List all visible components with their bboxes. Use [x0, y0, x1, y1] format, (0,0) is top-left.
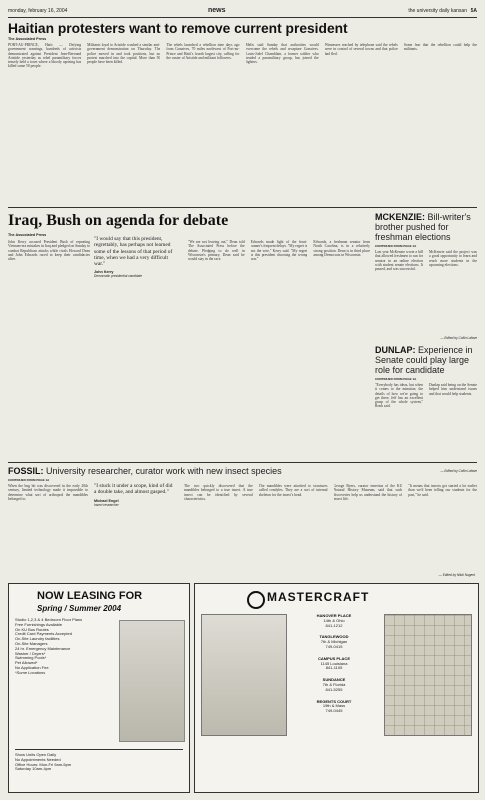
masthead [8, 8, 477, 16]
story3-col: McKenzie said the project was a good opportunity to learn and reach more students in the upcoming elections. [429, 250, 477, 267]
story2-body [8, 240, 370, 455]
story4-headline: DUNLAP: [375, 345, 416, 355]
story1-byline: The Associated Press [8, 37, 47, 41]
story5-col: The two quickly discovered that the mandibles belonged to a true insect. A true insect can be identified by several characteristics. [184, 484, 253, 501]
story3-headline-rest: Bill-writer's brother pushed for freshman elections [375, 212, 471, 242]
apartment-photo [119, 620, 185, 742]
list-item: 24 hr. Emergency Maintenance [15, 645, 71, 651]
story2-col: Edwards made light of the front-runner's frequent delays. "My regret is not the vote," Kerry said. "My regret is this president choosing the wrong war." [250, 240, 308, 262]
story4-continued: CONTINUED FROM PAGE 1A [375, 377, 417, 381]
list-item: On-Site Laundry facilities [15, 636, 60, 642]
story5-quote-sub: Insect researcher [94, 502, 119, 507]
story5-body [8, 484, 477, 570]
ad-leasing-list [15, 618, 115, 676]
list-item: Pet Allowed* [15, 660, 38, 666]
story3-body [375, 250, 477, 336]
story5-editor: — Edited by Nikki Nugent [438, 573, 475, 577]
story5-pull-quote: "I stuck it under a scope, kind of did a double take, and almost gasped." [94, 483, 173, 496]
ad-leasing-hours [15, 749, 183, 772]
list-item: Studio 1,2,3 & 4 Bedroom Floor Plans [15, 617, 83, 622]
story5-quote-credit: Michael Engel [94, 498, 119, 503]
story2-pull-quote: "I would say that this president, regrettably, has perhaps not learned some of the lessons of that period of time, when we had a very difficult war." [94, 236, 173, 268]
story1-col: The rebels launched a rebellion nine days ago from Gonaives, 70 miles northwest of Port-au-Prince and Haiti's fourth largest city, calling for the ouster of Aristide and militant followers. [166, 43, 240, 60]
story1-col: Some fear that the rebellion could help the militants. [403, 43, 478, 52]
masthead-page: 5A [470, 8, 477, 14]
story5-col: George Byers, curator emeritus of the KU Natural History Museum, said that such discoveries help us understand the history of insect life. [333, 484, 403, 501]
story1-headline: Haitian protesters want to remove current president [8, 21, 348, 36]
hours-line: No Appointments Needed [15, 756, 61, 762]
story5-col: The mandibles were attached to structures called condyles. They are a sort of internal skeleton for the insect's head. [258, 484, 328, 497]
list-item: Washer / Dryers* [15, 650, 46, 656]
story2-col: "We are not leaving out," Dean told The Associated Press before the debate. Pledging to do well in Wisconsin's primary, Dean said he would stay in the race. [188, 240, 245, 262]
story3-col: Last year McKenzie wrote a bill that allowed freshmen to run for senator in an online election with student senate elections. It passed, and was successful. [375, 250, 423, 272]
ad-mastercraft-properties [289, 614, 379, 714]
story5-col: When the bug bit was discovered in the early 20th century, limited technology made it impossible to determine what sort of arthropod the mandibles belonged to. [8, 484, 88, 501]
story2-quote-credit: John Kerry [94, 270, 114, 275]
ad-leasing-subtitle: Spring / Summer 2004 [37, 604, 122, 613]
story2-headline: Iraq, Bush on agenda for debate [8, 212, 229, 229]
list-item: Credit Card Payments Accepted [15, 631, 72, 637]
story4-headline-rest: Experience in Senate could play large role for candidate [375, 345, 473, 375]
story1-body [8, 43, 477, 125]
list-item: On-Site Managers [15, 640, 48, 646]
property-item: REGENTS COURT 19th & Mass 749-0445 [316, 698, 352, 714]
story2-col: John Kerry accused President Bush of repeating Vietnam-era mistakes in Iraq and pledged on Sunday to combat Republican attacks while rivals Howard Dean and John Edwards raced to keep their candidacies alive. [8, 240, 90, 262]
story4-col: Dunlap said being on the Senate helped him understand issues and that would help students. [429, 383, 477, 396]
story5-headline-row [8, 466, 282, 476]
story4-body [375, 383, 477, 469]
ad-leasing-title: NOW LEASING FOR [37, 590, 143, 602]
story3-editor: — Edited by Collin Lafave [440, 336, 477, 340]
story2-col: Edwards, a freshman senator from North Carolina, is in a relatively strong position. Dean is in third place among Democrats in Wisconsin. [313, 240, 371, 257]
ad-mastercraft-brand: MASTERCRAFT [267, 590, 370, 604]
list-item: Swimming Pools* [15, 655, 47, 661]
story4-col: "Everybody has ideas, but when it comes to the minutiae, the details of how we're going to get there, Jeff has an excellent grasp of the whole system," Ronk said. [375, 383, 423, 409]
property-item: SUNDANCE 7th & Florida 841-5255 [322, 677, 346, 692]
list-item: *Some Locations [15, 669, 46, 675]
hours-line: Saturday 10am-4pm [15, 766, 52, 772]
story2-byline: The Associated Press [8, 233, 47, 237]
ad-leasing [8, 583, 190, 793]
list-item: Free Furnishings Available [15, 621, 63, 627]
story3 [375, 212, 477, 340]
property-item: HANOVER PLACE 14th & Ohio 841-1212 [316, 613, 352, 628]
masthead-section: news [208, 7, 226, 14]
story1-col: Melis said Sunday that authorities would overcome the rebels and recapture Gonaives. Louis-Jodel Chamblain, a former soldier who headed a paramilitary group, has joined the fighters. [245, 43, 319, 65]
brand-logo-icon [247, 591, 265, 609]
story5-continued: CONTINUED FROM PAGE 1A [8, 478, 50, 482]
property-item: CAMPUS PLACE 1145 Louisiana 841-1105 [317, 655, 350, 671]
story1-col: Militants loyal to Aristide crushed a similar anti-government demonstration on Thursday. The police moved in and took positions, but no protest marched into the capital. More than 50 people have been killed. [87, 43, 161, 65]
property-item: TANGLEWOOD 7th & Michigan 749-0415 [319, 634, 349, 649]
story4-editor: — Edited by Collin Lafave [440, 469, 477, 473]
ad-mastercraft [194, 583, 479, 793]
story4 [375, 345, 477, 473]
hours-line: Office Hours: Mon-Fri 9am-5pm [15, 761, 72, 767]
list-item: No Application Fee [15, 664, 49, 670]
story2-quote-sub: Democratic presidential candidate [94, 274, 143, 279]
story5-col: "It means that insects got started a lot earlier than we'd been telling our students for the past," he said. [408, 484, 477, 497]
building-photo [201, 614, 287, 736]
story5-headline-rest: University researcher, curator work with new insect species [46, 466, 282, 476]
masthead-paper: the university daily kansan [408, 8, 467, 14]
hours-line: Show Units Open Daily [15, 752, 57, 757]
story1-col: PORT-AU-PRINCE, Haiti — Defying government warnings, hundreds of activists demonstrated against President Jean-Bertrand Aristide yesterday as rebel paramilitary forces tensely held a town where a bloody uprising has killed some 50 people. [8, 43, 82, 69]
masthead-date: monday, february 16, 2004 [8, 8, 68, 14]
map-graphic [384, 614, 472, 736]
story3-continued: CONTINUED FROM PAGE 1A [375, 244, 417, 248]
list-item: On KU Bus Routes [15, 626, 49, 632]
story3-headline: MCKENZIE: [375, 212, 425, 222]
story5-headline: FOSSIL: [8, 466, 44, 476]
story1-col: Winnesses reached by telephone said the rebels were in control of several towns and that police had fled. [324, 43, 398, 56]
